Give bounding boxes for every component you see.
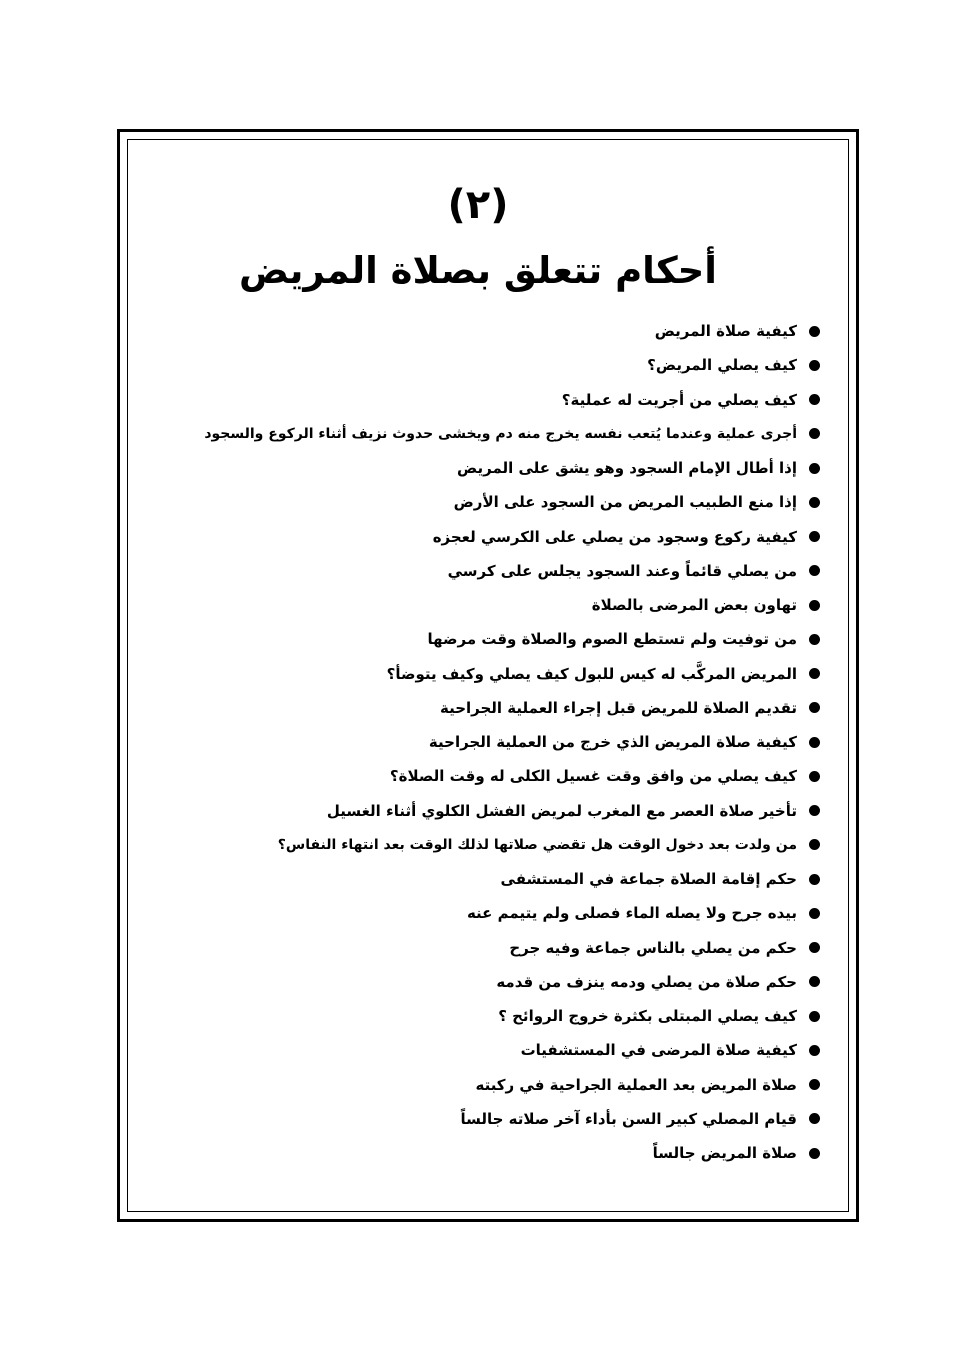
list-item-text: كيفية ركوع وسجود من يصلي على الكرسي لعجزه [432,527,797,546]
bullet-icon [809,908,820,919]
list-item [120,1033,820,1067]
list-item-text: كيف يصلي المبتلى بكثرة خروج الروائح ؟ [498,1007,797,1026]
bullet-icon [809,600,820,611]
list-item-text: من ولدت بعد دخول الوقت هل تقضي صلاتها لذلك الوقت بعد انتهاء النفاس؟ [277,836,797,853]
list-item [120,348,820,382]
list-item [120,828,820,862]
page-title: أحكام تتعلق بصلاة المريض [239,249,717,292]
chapter-number: (٢) [447,182,509,228]
list-item [120,520,820,554]
bullet-icon [809,976,820,987]
list-item-text: حكم من يصلي بالناس جماعة وفيه جرح [509,938,797,957]
bullet-icon [809,326,820,337]
list-item [120,965,820,999]
list-item-text: كيف يصلي المريض؟ [647,356,797,375]
list-item [120,759,820,793]
list-item [120,417,820,451]
list-item [120,691,820,725]
list-item [120,622,820,656]
list-item-text: حكم إقامة الصلاة جماعة في المستشفى [500,870,797,889]
list-item [120,931,820,965]
bullet-icon [809,1148,820,1159]
list-item-text: تأخير صلاة العصر مع المغرب لمريض الفشل الكلوي أثناء الغسيل [326,801,797,820]
list-item-text: من يصلي قائماً وعند السجود يجلس على كرسي [447,561,797,580]
bullet-icon [809,839,820,850]
list-item-text: حكم صلاة من يصلي ودمه ينزف من قدمه [496,972,797,991]
list-item [120,451,820,485]
bullet-icon [809,497,820,508]
bullet-icon [809,634,820,645]
bullet-icon [809,463,820,474]
list-item [120,725,820,759]
bullet-icon [809,702,820,713]
list-item-text: المريض المركَّب له كيس للبول كيف يصلي وكيف يتوضأ؟ [386,664,797,683]
bullet-icon [809,668,820,679]
list-item [120,896,820,930]
list-item [120,1102,820,1136]
list-item-text: تقديم الصلاة للمريض قبل إجراء العملية الجراحية [439,698,797,717]
topic-list [120,314,820,1170]
list-item [120,657,820,691]
bullet-icon [809,1011,820,1022]
list-item-text: كيفية صلاة المريض الذي خرج من العملية الجراحية [428,733,797,752]
list-item-text: أجرى عملية وعندما يُتعب نفسه يخرج منه دم ويخشى حدوث نزيف أثناء الركوع والسجود [204,425,797,442]
list-item [120,1136,820,1170]
list-item [120,485,820,519]
bullet-icon [809,1113,820,1124]
bullet-icon [809,428,820,439]
list-item-text: من توفيت ولم تستطع الصوم والصلاة وقت مرضها [427,630,797,649]
bullet-icon [809,565,820,576]
bullet-icon [809,394,820,405]
list-item [120,862,820,896]
bullet-icon [809,737,820,748]
list-item-text: بيده جرح ولا يصله الماء فصلى ولم يتيمم عنه [466,904,797,923]
list-item [120,554,820,588]
list-item-text: كيف يصلي من أجريت له عملية؟ [561,390,797,409]
bullet-icon [809,531,820,542]
list-item-text: كيف يصلي من وافق وقت غسيل الكلى له وقت الصلاة؟ [389,767,797,786]
list-item [120,794,820,828]
list-item-text: كيفية صلاة المرضى في المستشفيات [520,1041,797,1060]
bullet-icon [809,360,820,371]
list-item [120,999,820,1033]
list-item-text: تهاون بعض المرضى بالصلاة [591,596,797,615]
list-item-text: كيفية صلاة المريض [654,322,797,341]
bullet-icon [809,874,820,885]
list-item [120,1068,820,1102]
bullet-icon [809,1045,820,1056]
list-item [120,314,820,348]
list-item [120,383,820,417]
list-item [120,588,820,622]
bullet-icon [809,771,820,782]
list-item-text: إذا أطال الإمام السجود وهو يشق على المريض [457,459,797,478]
bullet-icon [809,1079,820,1090]
list-item-text: قيام المصلي كبير السن بأداء آخر صلاته جالساً [460,1109,797,1128]
list-item-text: إذا منع الطبيب المريض من السجود على الأرض [453,493,797,512]
bullet-icon [809,942,820,953]
list-item-text: صلاة المريض بعد العملية الجراحية في ركبته [475,1075,797,1094]
list-item-text: صلاة المريض جالساً [652,1144,797,1163]
bullet-icon [809,805,820,816]
